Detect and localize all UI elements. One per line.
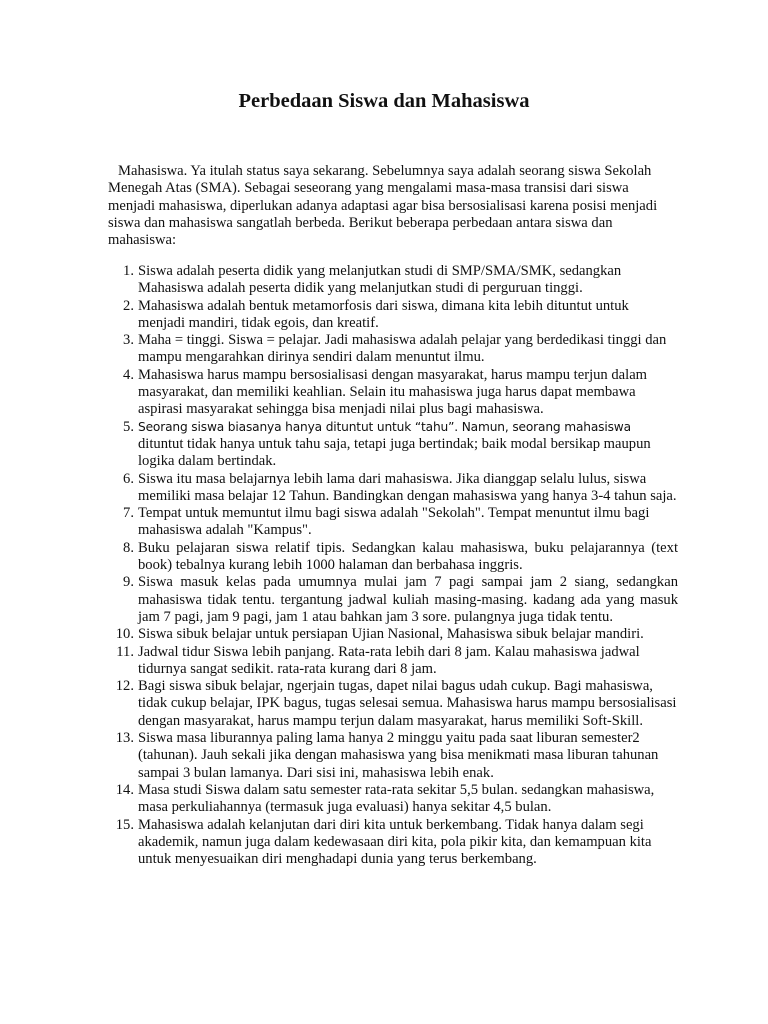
list-item — [108, 730, 678, 782]
list-item-number: 13. — [115, 730, 134, 747]
list-item-text-sans: Seorang siswa biasanya hanya dituntut untuk “tahu”. Namun, seorang mahasiswa — [138, 419, 631, 434]
list-item-number: 15. — [115, 816, 134, 833]
list-item-number: 12. — [115, 678, 134, 695]
list-item — [108, 471, 678, 506]
list-item-number: 2. — [123, 297, 134, 314]
intro-paragraph: Mahasiswa. Ya itulah status saya sekarang. Sebelumnya saya adalah seorang siswa Sekolah Menegah Atas (SMA). Sebagai seseorang yang mengalami masa-masa transisi dari siswa menjadi mahasiswa, diperlukan adanya adaptasi agar bisa bersosialisasi karena posisi menjadi siswa dan mahasiswa sangatlah berbeda. Berikut beberapa perbedaan antara siswa dan mahasiswa: — [108, 163, 658, 249]
list-item — [108, 419, 678, 471]
list-item-text: Siswa sibuk belajar untuk persiapan Ujian Nasional, Mahasiswa sibuk belajar mandiri. — [138, 626, 644, 643]
list-item-text: Mahasiswa harus mampu bersosialisasi dengan masyarakat, harus mampu terjun dalam masyarakat, dan memiliki keahlian. Selain itu mahasiswa juga harus dapat membawa aspirasi masyarakat sehingga bisa menjadi nilai plus bagi mahasiswa. — [138, 366, 648, 418]
list-item — [108, 505, 678, 540]
list-item — [108, 644, 678, 679]
list-item-number: 4. — [123, 366, 134, 383]
list-item — [108, 817, 678, 869]
list-item-text: Siswa itu masa belajarnya lebih lama dari mahasiswa. Jika dianggap selalu lulus, siswa memiliki masa belajar 12 Tahun. Bandingkan dengan mahasiswa yang hanya 3-4 tahun saja. — [138, 470, 677, 504]
list-item-text: Buku pelajaran siswa relatif tipis. Sedangkan kalau mahasiswa, buku pelajarannya (text book) tebalnya kurang lebih 1000 halaman dan berbahasa inggris. — [138, 539, 678, 574]
list-item — [108, 782, 678, 817]
list-item — [108, 263, 678, 298]
list-item — [108, 574, 678, 626]
list-item-text: Bagi siswa sibuk belajar, ngerjain tugas, dapet nilai bagus udah cukup. Bagi mahasiswa, tidak cukup belajar, IPK bagus, tugas selesai semua. Mahasiswa harus mampu bersosialisasi dengan masyarakat, harus mampu terjun dalam masyarakat, harus memiliki Soft-Skill. — [138, 678, 677, 729]
list-item-text: Tempat untuk memuntut ilmu bagi siswa adalah "Sekolah". Tempat menuntut ilmu bagi mahasiswa adalah "Kampus". — [138, 505, 650, 539]
list-item-number: 1. — [123, 263, 134, 279]
list-item-number: 8. — [123, 539, 134, 556]
list-item-text: Mahasiswa adalah bentuk metamorfosis dari siswa, dimana kita lebih dituntut untuk menjadi mandiri, tidak egois, dan kreatif. — [138, 297, 629, 331]
list-item-number: 9. — [123, 574, 134, 591]
list-item-text: Maha = tinggi. Siswa = pelajar. Jadi mahasiswa adalah pelajar yang berdedikasi tinggi dan mampu mengarahkan dirinya sendiri dalam menuntut ilmu. — [138, 332, 667, 366]
list-item-number: 5. — [123, 418, 134, 435]
list-item-number: 6. — [123, 470, 134, 487]
list-item-number: 3. — [123, 332, 134, 349]
list-item — [108, 678, 678, 730]
list-item-text: Siswa masuk kelas pada umumnya mulai jam 7 pagi sampai jam 2 siang, sedangkan mahasiswa tidak tentu. tergantung jadwal kuliah masing-masing. kadang ada yang masuk jam 7 pagi, jam 9 pagi, jam 1 atau bahkan jam 3 sore. pulangnya juga tidak tentu. — [138, 574, 678, 625]
list-item-number: 10. — [115, 626, 134, 643]
difference-list — [108, 263, 678, 868]
list-item-text — [138, 419, 678, 471]
list-item-text: Masa studi Siswa dalam satu semester rata-rata sekitar 5,5 bulan. sedangkan mahasiswa, masa perkuliahannya (termasuk juga evaluasi) hanya sekitar 4,5 bulan. — [138, 781, 655, 816]
list-item-text: Siswa masa liburannya paling lama hanya 2 minggu yaitu pada saat liburan semester2 (tahunan). Jauh sekali jika dengan mahasiswa yang bisa menikmati masa liburan tahunan sampai 3 bulan lamanya. Dari sisi ini, mahasiswa lebih enak. — [138, 730, 659, 781]
list-item — [108, 367, 678, 419]
list-item-text: Jadwal tidur Siswa lebih panjang. Rata-rata lebih dari 8 jam. Kalau mahasiswa jadwal tidurnya sangat sedikit. rata-rata kurang dari 8 jam. — [138, 643, 640, 677]
list-item-text-rest: dituntut tidak hanya untuk tahu saja, tetapi juga bertindak; baik modal bersikap maupun logika dalam bertindak. — [138, 435, 651, 470]
list-item — [108, 540, 678, 575]
list-item — [108, 332, 678, 367]
list-item-text: Mahasiswa adalah kelanjutan dari diri kita untuk berkembang. Tidak hanya dalam segi akademik, namun juga dalam kedewasaan diri kita, pola pikir kita, dan kemampuan kita untuk menyesuaikan diri menghadapi dunia yang terus berkembang. — [138, 816, 652, 868]
list-item — [108, 298, 678, 333]
document-title: Perbedaan Siswa dan Mahasiswa — [238, 90, 530, 112]
list-item-number: 14. — [115, 781, 134, 798]
list-item — [108, 626, 678, 643]
list-item-number: 11. — [116, 643, 134, 660]
list-item-text: Siswa adalah peserta didik yang melanjutkan studi di SMP/SMA/SMK, sedangkan Mahasiswa adalah peserta didik yang melanjutkan studi di perguruan tinggi. — [138, 263, 622, 297]
list-item-number: 7. — [123, 505, 134, 522]
